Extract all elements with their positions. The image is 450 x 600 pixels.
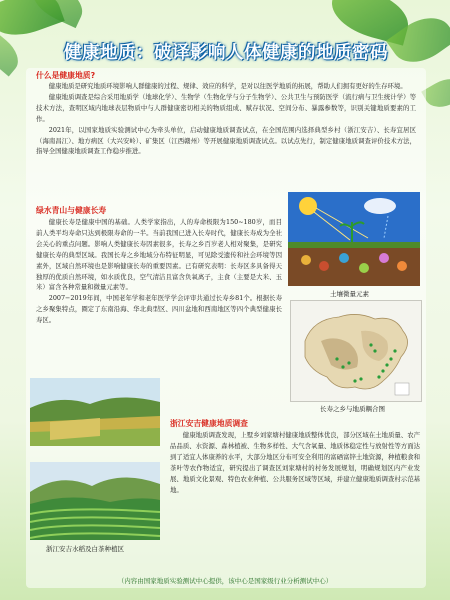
leaf-decoration-left [0, 30, 25, 77]
tea-photo-caption: 浙江安吉水稻及白茶种植区 [46, 545, 124, 553]
page-title: 健康地质：破译影响人体健康的地质密码 [64, 42, 388, 63]
cloud-icon [364, 198, 396, 214]
paragraph: 健康地质调查发现，上墅乡刘家塘村健康地质整体优良，部分区域在土地质量、农产品品质、水资源、森林植被、生物多样性、大气含氧量、地质体稳定性与放射性等方面达到了适宜人体康养的水平，大部分地区分布可安全利用的富硒富锌土地资源，种植粮食和茶叶等农作物适宜，研究提出了调查区刘家塘村的村务发展规划，明确规划区内产业发展、地质文化景观、特色农业种植、公共服务区域等区域，并建立健康地质调查村示范基地。 [170, 431, 420, 494]
soil-trace-element-diagram [288, 192, 420, 286]
paragraph: 2021年，以国家地质实验测试中心为牵头单位，启动健康地质调查试点，在全国范围内选择典型乡村（浙江安吉）、长寿宜居区（海南昌江）、地方病区（大兴安岭）、矿集区（江西赣州）等开展健康地质调查试点。以试点先行，制定健康地质调查评价技术方法，指导全国健康地质调查工作稳步推进。 [36, 125, 416, 156]
paragraph: 2007−2019年间，中国老年学和老年医学学会评审共通过长寿乡81个。根据长寿之乡聚集特点，圈定了东南沿海、华北典型区、四川盆地和西南地区等四个典型健康长寿区。 [36, 294, 282, 325]
china-map-svg [291, 301, 421, 401]
paragraph: 健康地质调查是综合采用地质学（地球化学）、生物学（生物化学与分子生物学）、公共卫生与预防医学（流行病与卫生统计学）等技术方法，查明区域内地球表层物质中与人群健康密切相关的物质组成、赋存状况、空间分布、暴露参数等，识别关键地质要素的工作。 [36, 92, 416, 123]
tea-plantation-photo [30, 462, 160, 540]
longevity-map-caption: 长寿之乡与地质耦合图 [320, 405, 385, 413]
longevity-geology-map [290, 300, 422, 402]
paragraph: 健康地质是研究地质环境影响人群健康的过程、规律、效应的科学，是对以往医学地质的拓展，帮助人们拥有更好的生存环境。 [48, 82, 407, 90]
section-heading-what-is: 什么是健康地质? [36, 71, 96, 80]
section-body-longevity [36, 217, 282, 375]
title-bar [30, 36, 422, 66]
soil-diagram-svg [288, 192, 420, 286]
section-heading-longevity: 绿水青山与健康长寿 [36, 206, 107, 215]
paragraph: 健康长寿是健康中国的基础。人类学家指出，人的寿命极限为150~180岁，而目前人类平均寿命只达到极限寿命的一半。当前我国已进入长寿时代，健康长寿成为全社会关心的重点问题。影响人类健康长寿因素很多，长寿之乡百岁老人相对聚集，是研究健康长寿的典型区域。我国长寿之乡地域分布特征明显，可见除受遗传和社会环境等因素外，区域自然环境也是影响健康长寿的重要因素。已有研究表明：长寿区多具备得天独厚的优质自然环境，如水质优良，空气清洁且富含负氧离子，主食（主要是大米、玉米）富含各种常量和微量元素等。 [36, 218, 282, 292]
soil-diagram-caption: 土壤微量元素 [330, 290, 369, 298]
section-body-what-is [36, 81, 416, 203]
rice-field-photo [30, 378, 160, 446]
section-heading-anji: 浙江安吉健康地质调查 [170, 419, 248, 428]
section-body-anji [170, 430, 420, 534]
source-footer: （内容由国家地质实验测试中心提供，该中心是国家级行业分析测试中心） [117, 577, 333, 585]
